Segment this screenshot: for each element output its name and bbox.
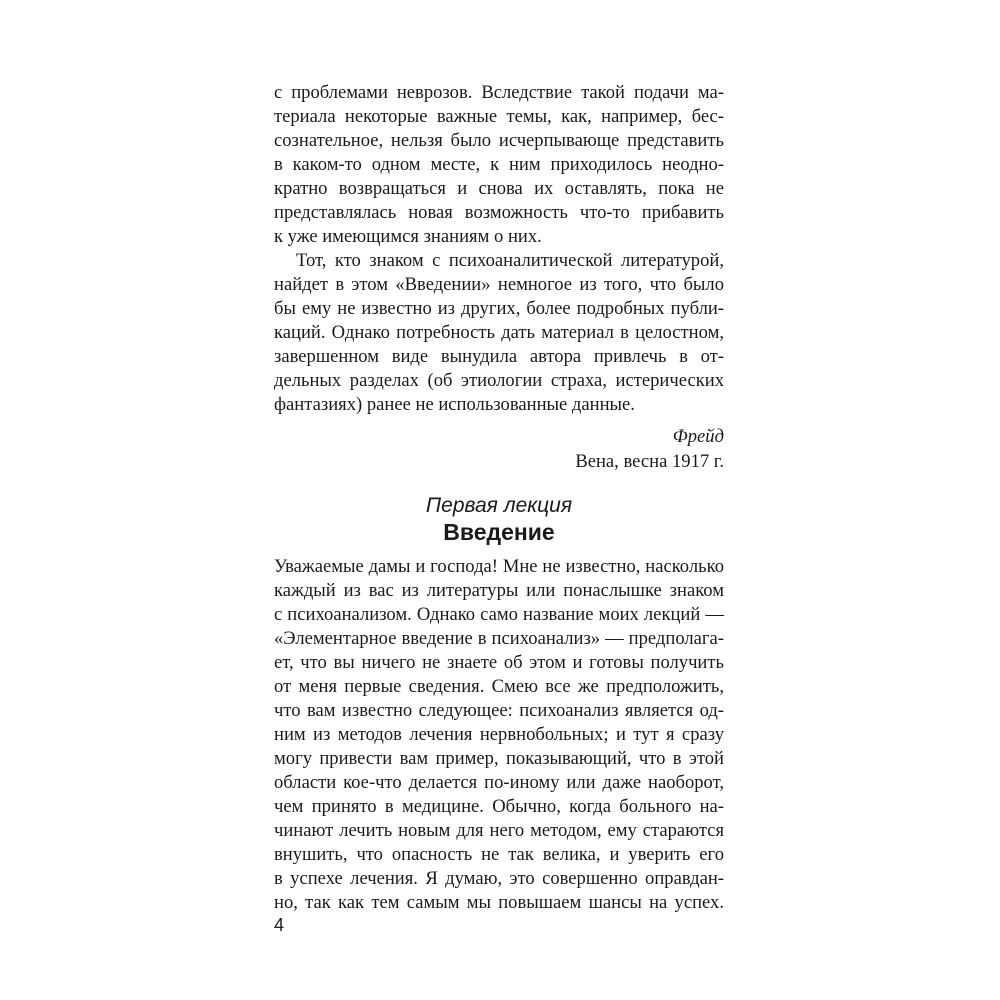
- text-line: от меня первые сведения. Смею все же предположить,: [274, 676, 724, 697]
- lecture-title: Введение: [443, 519, 555, 545]
- text-line: с психоанализом. Однако само название моих лекций —: [274, 604, 724, 625]
- signature-place-date: Вена, весна 1917 г.: [575, 451, 724, 472]
- lecture-subtitle: Первая лекция: [425, 494, 573, 517]
- text-line: что вам известно следующее: психоанализ является од-: [274, 700, 724, 721]
- signature-name: Фрейд: [672, 426, 724, 447]
- text-line: области кое-что делается по-иному или даже наоборот,: [274, 772, 724, 793]
- text-line: Уважаемые дамы и господа! Мне не известно, насколько: [274, 556, 724, 577]
- text-line: найдет в этом «Введении» немногое из того, что было: [274, 274, 724, 295]
- text-line: териала некоторые важные темы, как, например, бес-: [274, 106, 724, 127]
- page-number: 4: [274, 915, 285, 935]
- text-line: с проблемами неврозов. Вследствие такой подачи ма-: [274, 82, 724, 103]
- book-page: [274, 0, 724, 1000]
- text-line: к уже имеющимся знаниям о них.: [274, 226, 542, 247]
- text-line: представлялась новая возможность что-то прибавить: [274, 202, 724, 223]
- text-line: чинают лечить новым для него методом, ему стараются: [274, 820, 724, 841]
- text-line: бы ему не известно из других, более подробных публи-: [274, 298, 724, 319]
- text-line: чем принято в медицине. Обычно, когда больного на-: [274, 796, 724, 817]
- text-line: кратно возвращаться и снова их оставлять, пока не: [274, 178, 724, 199]
- text-line: «Элементарное введение в психоанализ» — предполага-: [274, 628, 724, 649]
- text-line: каждый из вас из литературы или понаслышке знаком: [274, 580, 724, 601]
- text-line: могу привести вам пример, показывающий, что в этой: [274, 748, 724, 769]
- text-line: каций. Однако потребность дать материал в целостном,: [274, 322, 724, 343]
- text-line: фантазиях) ранее не использованные данные.: [274, 394, 635, 415]
- text-line: Тот, кто знаком с психоаналитической литературой,: [296, 250, 724, 271]
- text-line: внушить, что опасность не так велика, и уверить его: [274, 844, 724, 865]
- text-line: ет, что вы ничего не знаете об этом и готовы получить: [274, 652, 724, 673]
- text-line: в каком-то одном месте, к ним приходилось неодно-: [274, 154, 724, 175]
- text-line: сознательное, нельзя было исчерпывающе представить: [274, 130, 724, 151]
- text-line: дельных разделах (об этиологии страха, истерических: [274, 370, 724, 391]
- text-line: но, так как тем самым мы повышаем шансы на успех.: [274, 892, 724, 913]
- text-line: в успехе лечения. Я думаю, это совершенно оправдан-: [274, 868, 724, 889]
- text-line: ним из методов лечения нервнобольных; и тут я сразу: [274, 724, 724, 745]
- text-line: завершенном виде вынудила автора привлечь в от-: [274, 346, 724, 367]
